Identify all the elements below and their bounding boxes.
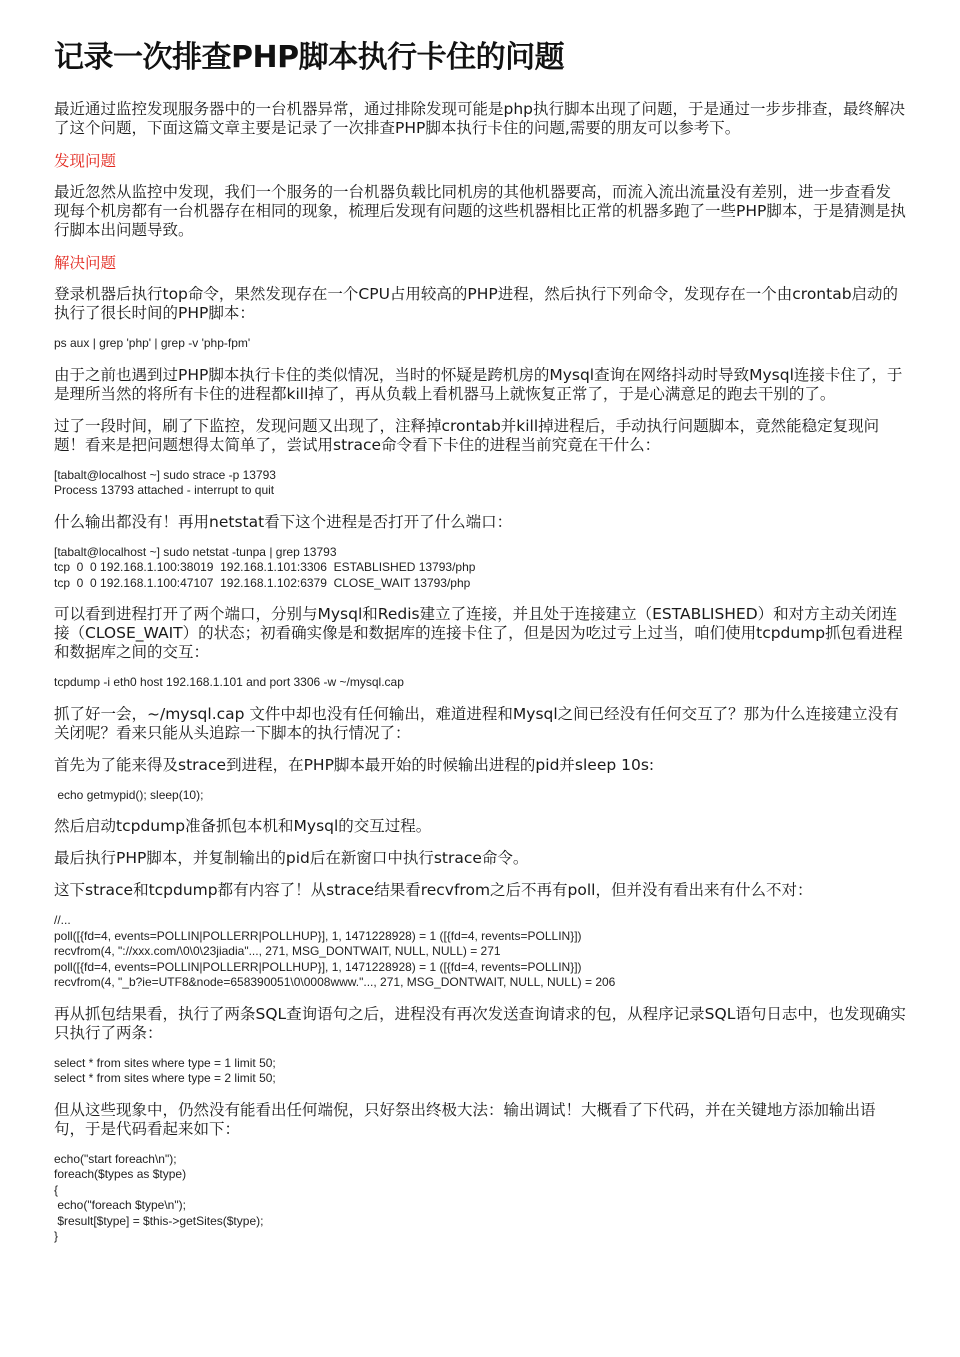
paragraph: 最后执行PHP脚本，并复制输出的pid后在新窗口中执行strace命令。 [54,849,529,867]
code-block: [tabalt@localhost ~] sudo strace -p 13793 Process 13793 attached - interrupt to quit [54,467,276,497]
paragraph: 最近忽然从监控中发现，我们一个服务的一台机器负载比同机房的其他机器要高，而流入流出流量没有差别，进一步查看发现每个机房都有一台机器存在相同的现象，梳理后发现有问题的这些机器相比正常的机器多跑了一些PHP脚本，于是猜测是执行脚本出问题导致。 [54,183,906,239]
paragraph: 然后启动tcpdump准备抓包本机和Mysql的交互过程。 [54,817,432,835]
paragraph: 最近通过监控发现服务器中的一台机器异常，通过排除发现可能是php执行脚本出现了问题，于是通过一步步排查，最终解决了这个问题，下面这篇文章主要是记录了一次排查PHP脚本执行卡住的问题,需要的朋友可以参考下。 [54,100,906,137]
section-heading: 解决问题 [54,254,117,272]
paragraph: 由于之前也遇到过PHP脚本执行卡住的类似情况，当时的怀疑是跨机房的Mysql查询在网络抖动时导致Mysql连接卡住了，于是理所当然的将所有卡住的进程都kill掉了，再从负载上看机器马上就恢复正常了，于是心满意足的跑去干别的了。 [54,365,903,403]
document-page [54,38,906,1259]
paragraph: 但从这些现象中，仍然没有能看出任何端倪，只好祭出终极大法：输出调试！大概看了下代码，并在关键地方添加输出语句，于是代码看起来如下： [54,1100,876,1138]
code-block: [tabalt@localhost ~] sudo netstat -tunpa | grep 13793 tcp 0 0 192.168.1.100:38019 192.168.1.101:3306 ESTABLISHED 13793/php tcp 0 0 192.168.1.100:47107 192.168.1.102:6379 CLOSE_WAIT 13793/php [54,544,476,590]
paragraph: 可以看到进程打开了两个端口，分别与Mysql和Redis建立了连接，并且处于连接建立（ESTABLISHED）和对方主动关闭连接（CLOSE_WAIT）的状态；初看确实像是和数据库的连接卡住了，但是因为吃过亏上过当，咱们使用tcpdump抓包看进程和数据库之间的交互： [54,605,903,661]
page-title: 记录一次排查PHP脚本执行卡住的问题 [54,40,565,75]
code-block: echo("start foreach\n"); foreach($types as $type) { echo("foreach $type\n"); $result[$type] = $this->getSites($type); } [54,1151,264,1243]
section-heading: 发现问题 [54,152,117,170]
paragraph: 首先为了能来得及strace到进程，在PHP脚本最开始的时候输出进程的pid并sleep 10s: [54,755,655,774]
paragraph: 再从抓包结果看，执行了两条SQL查询语句之后，进程没有再次发送查询请求的包，从程序记录SQL语句日志中，也发现确实只执行了两条： [54,1004,906,1042]
paragraph: 登录机器后执行top命令，果然发现存在一个CPU占用较高的PHP进程，然后执行下列命令，发现存在一个由crontab启动的执行了很长时间的PHP脚本： [54,285,899,322]
code-block: tcpdump -i eth0 host 192.168.1.101 and port 3306 -w ~/mysql.cap [54,675,404,689]
code-block: //... poll([{fd=4, events=POLLIN|POLLERR|POLLHUP}], 1, 1471228928) = 1 ([{fd=4, revents=POLLIN}]) recvfrom(4, "://xxx.com/\0\0\23jiadia"..., 271, MSG_DONTWAIT, NULL, NULL) = 271 poll([{fd=4, events=POLLIN|POLLERR|POLLHUP}], 1, 1471228928) = 1 ([{fd=4, revents=POLLIN}]) recvfrom(4, "_b?ie=UTF8&node=658390051\0\0008www."..., 271, MSG_DONTWAIT, NULL, NULL) = 206 [54,913,616,989]
paragraph: 这下strace和tcpdump都有内容了！从strace结果看recvfrom之后不再有poll，但并没有看出来有什么不对： [54,881,813,899]
article-body [54,100,906,1245]
paragraph: 抓了好一会，~/mysql.cap 文件中却也没有任何输出，难道进程和Mysql之间已经没有任何交互了？那为什么连接建立没有关闭呢？看来只能从头追踪一下脚本的执行情况了： [54,704,899,742]
code-block: echo getmypid(); sleep(10); [54,787,204,802]
code-block: ps aux | grep 'php' | grep -v 'php-fpm' [54,336,251,350]
paragraph: 过了一段时间，刷了下监控，发现问题又出现了，注释掉crontab并kill掉进程后，手动执行问题脚本，竟然能稳定复现问题！看来是把问题想得太简单了，尝试用strace命令看下卡住的进程当前究竟在干什么： [54,416,880,454]
code-block: select * from sites where type = 1 limit 50; select * from sites where type = 2 limit 50; [54,1055,276,1085]
paragraph: 什么输出都没有！再用netstat看下这个进程是否打开了什么端口： [54,512,513,531]
